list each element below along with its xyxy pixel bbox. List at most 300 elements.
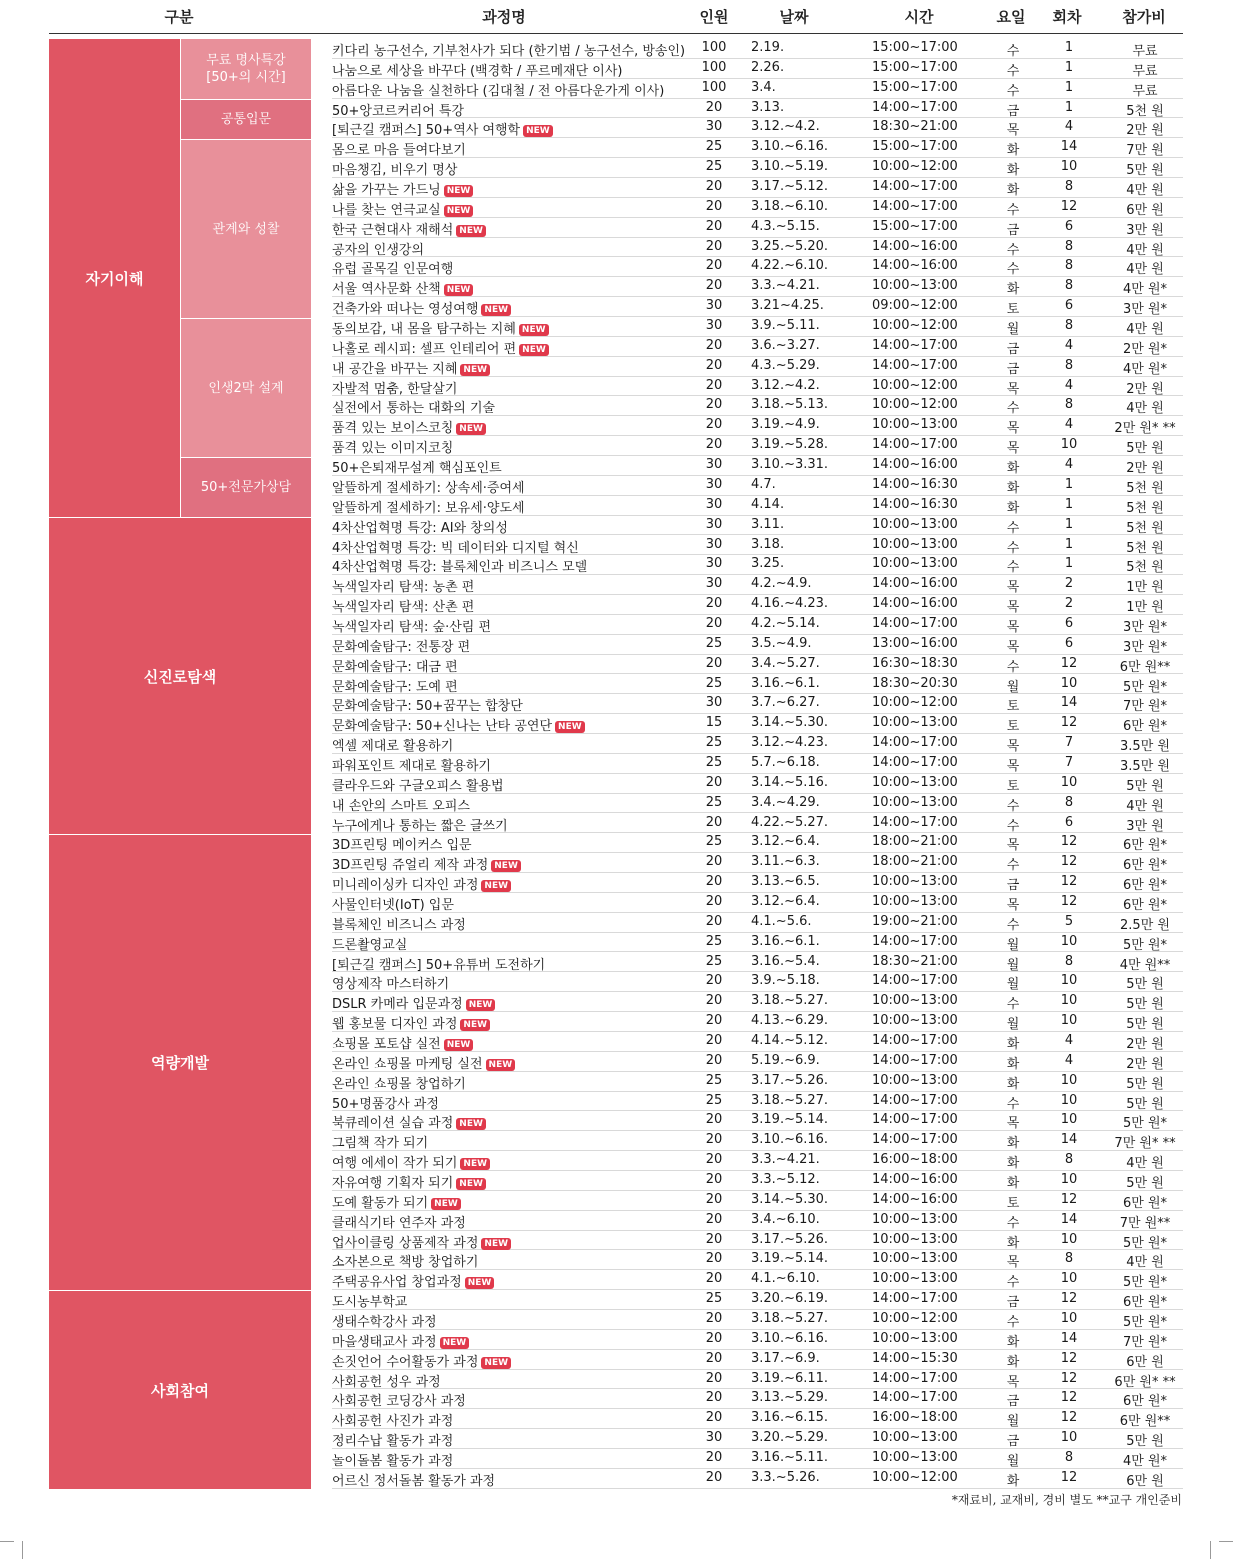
course-name xyxy=(332,636,470,655)
course-name xyxy=(332,1291,407,1310)
day-cell xyxy=(997,397,1029,416)
capacity-cell xyxy=(692,775,736,790)
fee-cell xyxy=(1102,199,1188,218)
time-cell xyxy=(872,1251,958,1266)
course-name xyxy=(332,1271,494,1290)
fee-cell-text: 2만 원* ** xyxy=(1114,421,1176,437)
fee-cell-text: 5천 원 xyxy=(1126,560,1164,576)
capacity-cell xyxy=(692,1410,736,1425)
course-name-text: 쇼핑몰 포토샵 실전 xyxy=(332,1037,441,1052)
course-name-text: 소자본으로 책방 창업하기 xyxy=(332,1255,479,1271)
fee-cell-text: 5만 원 xyxy=(1126,778,1164,794)
fee-cell-text: 4만 원 xyxy=(1126,401,1164,417)
time-cell-text: 14:00~16:00 xyxy=(872,596,958,612)
sessions-cell-text: 12 xyxy=(1060,834,1078,850)
new-badge: NEW xyxy=(444,1039,474,1051)
course-name xyxy=(332,1351,511,1370)
sessions-cell-text: 10 xyxy=(1060,159,1078,175)
course-name xyxy=(332,397,495,416)
time-cell-text: 16:00~18:00 xyxy=(872,1410,958,1426)
fee-cell xyxy=(1102,179,1188,198)
capacity-cell-text: 20 xyxy=(705,278,723,294)
day-cell-text: 목 xyxy=(1006,739,1020,755)
fee-cell xyxy=(1102,358,1188,377)
table-row xyxy=(332,655,1183,675)
sessions-cell xyxy=(1050,239,1088,254)
time-cell xyxy=(872,1331,958,1346)
day-cell xyxy=(997,834,1029,853)
course-name-text: 도시농부학교 xyxy=(332,1295,408,1311)
day-cell-text: 수 xyxy=(1006,1315,1020,1331)
sessions-cell xyxy=(1050,1371,1088,1386)
capacity-cell-text: 20 xyxy=(705,973,723,989)
course-name xyxy=(332,656,458,675)
date-cell-text: 3.13.~5.29. xyxy=(751,1390,829,1406)
day-cell-text: 목 xyxy=(1006,897,1020,913)
date-cell xyxy=(751,1073,828,1088)
sessions-cell-text: 12 xyxy=(1060,854,1078,870)
fee-cell xyxy=(1102,914,1188,933)
date-cell xyxy=(751,378,820,393)
fee-cell xyxy=(1102,1331,1188,1350)
course-name-text: 온라인 쇼핑몰 마케팅 실전 xyxy=(332,1056,483,1072)
day-cell xyxy=(997,954,1029,973)
fee-cell-text: 4만 원 xyxy=(1126,183,1164,199)
time-cell-text: 10:00~13:00 xyxy=(872,1231,958,1247)
capacity-cell-text: 20 xyxy=(705,1152,723,1168)
course-name-text: 영상제작 마스터하기 xyxy=(332,977,450,993)
time-cell-text: 15:00~17:00 xyxy=(872,139,958,155)
time-cell-text: 10:00~13:00 xyxy=(872,874,958,890)
capacity-cell xyxy=(692,1390,736,1405)
new-badge: NEW xyxy=(481,880,511,892)
course-name xyxy=(332,1251,478,1270)
capacity-cell xyxy=(692,1073,736,1088)
date-cell-text: 3.17.~5.26. xyxy=(751,1231,829,1247)
table-row xyxy=(332,1012,1183,1032)
date-cell-text: 3.13. xyxy=(751,99,785,115)
day-cell-text: 월 xyxy=(1006,957,1020,973)
sessions-cell-text: 10 xyxy=(1060,675,1078,691)
category-label: 신진로탐색 xyxy=(143,667,217,686)
date-cell xyxy=(751,100,784,115)
course-name xyxy=(332,973,449,992)
course-name-text: 삶을 가꾸는 가드닝 xyxy=(332,183,441,199)
capacity-cell xyxy=(692,60,736,75)
time-cell xyxy=(872,60,958,75)
sessions-cell xyxy=(1050,219,1088,234)
course-name xyxy=(332,894,454,913)
time-cell-text: 18:30~21:00 xyxy=(872,953,958,969)
course-name xyxy=(332,100,464,119)
day-cell xyxy=(997,417,1029,436)
course-name xyxy=(332,417,486,436)
day-cell xyxy=(997,1271,1029,1290)
subcategory-label: 관계와 성찰 xyxy=(212,221,280,237)
day-cell xyxy=(997,616,1029,635)
sessions-cell-text: 4 xyxy=(1064,337,1074,353)
course-name xyxy=(332,457,502,476)
capacity-cell-text: 20 xyxy=(705,1112,723,1128)
time-cell xyxy=(872,1291,958,1306)
sessions-cell xyxy=(1050,1450,1088,1465)
course-name-text: 50+은퇴재무설계 핵심포인트 xyxy=(332,461,502,477)
table-row xyxy=(332,39,1183,59)
sessions-cell-text: 10 xyxy=(1060,973,1078,989)
day-cell-text: 수 xyxy=(1006,242,1020,258)
date-cell xyxy=(751,993,828,1008)
time-cell xyxy=(872,715,958,730)
sessions-cell xyxy=(1050,537,1088,552)
date-cell-text: 4.22.~6.10. xyxy=(751,258,829,274)
course-name xyxy=(332,517,508,536)
fee-cell xyxy=(1102,755,1188,774)
course-name xyxy=(332,695,523,714)
day-cell xyxy=(997,1152,1029,1171)
capacity-cell xyxy=(692,874,736,889)
sessions-cell xyxy=(1050,616,1088,631)
date-cell xyxy=(751,1033,828,1048)
time-cell-text: 14:00~16:00 xyxy=(872,1172,958,1188)
table-row xyxy=(332,337,1183,357)
time-cell-text: 16:30~18:30 xyxy=(872,655,958,671)
table-row xyxy=(332,1231,1183,1251)
capacity-cell xyxy=(692,1351,736,1366)
sessions-cell xyxy=(1050,139,1088,154)
time-cell xyxy=(872,973,958,988)
capacity-cell-text: 25 xyxy=(705,735,723,751)
date-cell-text: 3.12.~4.2. xyxy=(751,119,820,135)
sessions-cell xyxy=(1050,179,1088,194)
sessions-cell-text: 6 xyxy=(1064,635,1074,651)
sessions-cell-text: 8 xyxy=(1064,397,1074,413)
table-row xyxy=(332,59,1183,79)
capacity-cell-text: 20 xyxy=(705,814,723,830)
capacity-cell xyxy=(692,616,736,631)
sessions-cell xyxy=(1050,457,1088,472)
fee-cell-text: 7만 원* xyxy=(1122,699,1168,715)
course-name xyxy=(332,40,685,59)
fee-cell-text: 6만 원* xyxy=(1122,858,1168,874)
subcategory-label: 공통입문 xyxy=(220,112,272,127)
table-row xyxy=(332,1072,1183,1092)
date-cell xyxy=(751,517,784,532)
date-cell xyxy=(751,278,820,293)
sessions-cell xyxy=(1050,755,1088,770)
subcategory-label: 인생2막 설계 xyxy=(208,380,284,396)
sessions-cell xyxy=(1050,199,1088,214)
date-cell-text: 3.10.~6.16. xyxy=(751,1330,829,1346)
sessions-cell-text: 10 xyxy=(1060,1112,1078,1128)
time-cell-text: 10:00~12:00 xyxy=(872,318,958,334)
time-cell-text: 15:00~17:00 xyxy=(872,218,958,234)
fee-cell xyxy=(1102,954,1188,973)
date-cell-text: 3.19.~6.11. xyxy=(751,1370,829,1386)
date-cell-text: 3.9.~5.18. xyxy=(751,973,820,989)
category-label: 사회참여 xyxy=(151,1381,209,1400)
day-cell xyxy=(997,795,1029,814)
capacity-cell-text: 20 xyxy=(705,1132,723,1148)
day-cell-text: 화 xyxy=(1006,461,1020,477)
time-cell-text: 10:00~13:00 xyxy=(872,1430,958,1446)
date-cell xyxy=(751,258,828,273)
date-cell-text: 3.10.~3.31. xyxy=(751,457,829,473)
sessions-cell xyxy=(1050,477,1088,492)
course-name-text: 미니레이싱카 디자인 과정 xyxy=(332,878,479,894)
fee-cell xyxy=(1102,1450,1188,1469)
time-cell xyxy=(872,1371,958,1386)
fee-cell xyxy=(1102,159,1188,178)
course-name-text: 파워포인트 제대로 활용하기 xyxy=(332,758,491,774)
day-cell xyxy=(997,1291,1029,1310)
date-cell xyxy=(751,775,828,790)
fee-cell xyxy=(1102,397,1188,416)
course-name-text: 마을생태교사 과정 xyxy=(332,1334,437,1350)
table-row xyxy=(332,575,1183,595)
date-cell-text: 3.9.~5.11. xyxy=(751,318,820,334)
fee-cell xyxy=(1102,1271,1188,1290)
day-cell xyxy=(997,1351,1029,1370)
table-row xyxy=(332,814,1183,834)
capacity-cell-text: 20 xyxy=(705,1251,723,1267)
course-name xyxy=(332,1053,515,1072)
course-name-text: 자유여행 기획자 되기 xyxy=(332,1176,454,1192)
capacity-cell-text: 20 xyxy=(705,596,723,612)
time-cell xyxy=(872,1410,958,1425)
fee-cell xyxy=(1102,80,1188,99)
capacity-cell xyxy=(692,1172,736,1187)
course-name xyxy=(332,596,474,615)
course-name-text: 손짓언어 수어활동가 과정 xyxy=(332,1354,479,1370)
fee-cell xyxy=(1102,715,1188,734)
time-cell-text: 14:00~17:00 xyxy=(872,933,958,949)
fee-cell xyxy=(1102,1152,1188,1171)
time-cell xyxy=(872,397,958,412)
time-cell-text: 10:00~13:00 xyxy=(872,1271,958,1287)
day-cell-text: 목 xyxy=(1006,758,1020,774)
fee-cell-text: 무료 xyxy=(1132,44,1158,59)
sessions-cell xyxy=(1050,1033,1088,1048)
sessions-cell-text: 10 xyxy=(1060,1072,1078,1088)
date-cell-text: 3.12.~6.4. xyxy=(751,893,820,909)
sessions-cell xyxy=(1050,338,1088,353)
course-name xyxy=(332,1232,511,1251)
day-cell xyxy=(997,676,1029,695)
time-cell xyxy=(872,1212,958,1227)
capacity-cell-text: 20 xyxy=(705,1450,723,1466)
table-row xyxy=(332,1131,1183,1151)
day-cell xyxy=(997,695,1029,714)
date-cell xyxy=(751,715,828,730)
course-name xyxy=(332,795,470,814)
date-cell xyxy=(751,40,784,55)
fee-cell-text: 5만 원 xyxy=(1126,1076,1164,1092)
course-name xyxy=(332,1112,486,1131)
time-cell-text: 10:00~12:00 xyxy=(872,397,958,413)
time-cell xyxy=(872,258,958,273)
sessions-cell xyxy=(1050,417,1088,432)
capacity-cell-text: 20 xyxy=(705,1311,723,1327)
date-cell-text: 3.19.~5.28. xyxy=(751,437,829,453)
table-row xyxy=(332,238,1183,258)
time-cell-text: 14:00~15:30 xyxy=(872,1350,958,1366)
fee-cell-text: 6만 원* xyxy=(1122,1394,1168,1410)
fee-cell-text: 무료 xyxy=(1132,83,1158,99)
day-cell xyxy=(997,1390,1029,1409)
capacity-cell-text: 25 xyxy=(705,1291,723,1307)
sessions-cell-text: 8 xyxy=(1064,179,1074,195)
fee-cell xyxy=(1102,437,1188,456)
course-name-text: 4차산업혁명 특강: 블록체인과 비즈니스 모델 xyxy=(332,560,588,576)
day-cell xyxy=(997,40,1029,59)
course-name-text: 건축가와 떠나는 영성여행 xyxy=(332,302,479,318)
date-cell xyxy=(751,636,812,651)
sessions-cell xyxy=(1050,1351,1088,1366)
fee-cell xyxy=(1102,656,1188,675)
course-name-text: 알뜰하게 절세하기: 보유세·양도세 xyxy=(332,500,525,516)
new-badge: NEW xyxy=(481,304,511,316)
course-name xyxy=(332,1470,495,1489)
sessions-cell xyxy=(1050,60,1088,75)
course-name-text: 놀이돌봄 활동가 과정 xyxy=(332,1454,454,1470)
day-cell xyxy=(997,894,1029,913)
capacity-cell-text: 20 xyxy=(705,854,723,870)
date-cell-text: 3.16.~5.11. xyxy=(751,1450,829,1466)
date-cell-text: 4.16.~4.23. xyxy=(751,596,829,612)
capacity-cell xyxy=(692,934,736,949)
fee-cell-text: 5천 원 xyxy=(1126,540,1164,556)
sessions-cell-text: 14 xyxy=(1060,1330,1078,1346)
time-cell-text: 10:00~13:00 xyxy=(872,278,958,294)
fee-cell-text: 2만 원 xyxy=(1126,461,1164,477)
course-name-text: 북큐레이션 실습 과정 xyxy=(332,1116,454,1132)
header-sessions: 회차 xyxy=(1052,8,1082,26)
sessions-cell xyxy=(1050,278,1088,293)
day-cell xyxy=(997,1112,1029,1131)
day-cell xyxy=(997,477,1029,496)
day-cell xyxy=(997,159,1029,178)
day-cell-text: 수 xyxy=(1006,798,1020,814)
time-cell-text: 14:00~17:00 xyxy=(872,754,958,770)
category-capability xyxy=(49,835,311,1290)
day-cell-text: 토 xyxy=(1006,699,1020,715)
new-badge: NEW xyxy=(460,1158,490,1170)
table-row xyxy=(332,79,1183,99)
capacity-cell xyxy=(692,338,736,353)
course-name-text: 아름다운 나눔을 실천하다 (김대철 / 전 아름다운가게 이사) xyxy=(332,83,665,99)
subcategory-label: [50+의 시간] xyxy=(206,70,286,85)
day-cell xyxy=(997,1331,1029,1350)
category-self-understanding xyxy=(49,39,180,517)
time-cell xyxy=(872,755,958,770)
course-name-text: 알뜰하게 절세하기: 상속세·증여세 xyxy=(332,480,525,496)
capacity-cell xyxy=(692,239,736,254)
capacity-cell-text: 20 xyxy=(705,258,723,274)
sessions-cell-text: 10 xyxy=(1060,933,1078,949)
day-cell xyxy=(997,1371,1029,1390)
date-cell-text: 3.20.~5.29. xyxy=(751,1430,829,1446)
date-cell xyxy=(751,80,776,95)
fee-cell xyxy=(1102,1470,1188,1489)
fee-cell-text: 5만 원 xyxy=(1126,441,1164,457)
sessions-cell-text: 10 xyxy=(1060,1092,1078,1108)
date-cell xyxy=(751,338,820,353)
sessions-cell xyxy=(1050,1271,1088,1286)
date-cell-text: 3.4.~6.10. xyxy=(751,1211,820,1227)
fee-cell xyxy=(1102,795,1188,814)
sessions-cell-text: 4 xyxy=(1064,1033,1074,1048)
fee-cell-text: 6만 원* xyxy=(1122,1295,1168,1311)
course-name-text: 정리수납 활동가 과정 xyxy=(332,1434,454,1450)
time-cell-text: 10:00~12:00 xyxy=(872,1311,958,1327)
fee-cell-text: 4만 원* xyxy=(1122,1454,1168,1470)
header-fee: 참가비 xyxy=(1122,8,1166,26)
date-cell xyxy=(751,973,820,988)
header-date: 날짜 xyxy=(779,8,809,26)
time-cell xyxy=(872,159,958,174)
day-cell-text: 목 xyxy=(1006,441,1020,457)
date-cell xyxy=(751,1093,828,1108)
fee-cell xyxy=(1102,378,1188,397)
time-cell xyxy=(872,636,958,651)
capacity-cell xyxy=(692,1311,736,1326)
day-cell-text: 목 xyxy=(1006,123,1020,139)
fee-cell xyxy=(1102,1112,1188,1131)
course-name-text: 클라우드와 구글오피스 활용법 xyxy=(332,778,504,794)
date-cell-text: 3.4. xyxy=(751,79,776,95)
new-badge: NEW xyxy=(519,344,549,356)
sessions-cell xyxy=(1050,1013,1088,1028)
capacity-cell xyxy=(692,1093,736,1108)
day-cell xyxy=(997,973,1029,992)
day-cell xyxy=(997,1430,1029,1449)
capacity-cell xyxy=(692,1192,736,1207)
fee-cell-text: 5만 원* xyxy=(1122,1275,1168,1291)
day-cell xyxy=(997,1013,1029,1032)
time-cell xyxy=(872,934,958,949)
fee-cell xyxy=(1102,854,1188,873)
fee-cell xyxy=(1102,775,1188,794)
sessions-cell-text: 8 xyxy=(1064,953,1074,969)
sessions-cell-text: 1 xyxy=(1064,40,1074,55)
capacity-cell-text: 25 xyxy=(705,635,723,651)
capacity-cell-text: 20 xyxy=(705,417,723,433)
sessions-cell xyxy=(1050,894,1088,909)
fee-cell-text: 6만 원 xyxy=(1126,202,1164,218)
fee-cell-text: 3만 원 xyxy=(1126,222,1164,238)
day-cell xyxy=(997,815,1029,834)
fee-cell xyxy=(1102,636,1188,655)
course-name xyxy=(332,378,457,397)
fee-cell-text: 4만 원 xyxy=(1126,262,1164,278)
fee-cell-text: 3만 원* xyxy=(1122,639,1168,655)
course-name-text: 키다리 농구선수, 기부천사가 되다 (한기범 / 농구선수, 방송인) xyxy=(332,44,686,59)
sessions-cell-text: 2 xyxy=(1064,576,1074,592)
sessions-cell xyxy=(1050,1093,1088,1108)
course-name-text: 그림책 작가 되기 xyxy=(332,1136,429,1152)
course-name-text: 품격 있는 이미지코칭 xyxy=(332,441,454,457)
date-cell xyxy=(751,497,784,512)
capacity-cell xyxy=(692,854,736,869)
time-cell xyxy=(872,596,958,611)
fee-cell-text: 1만 원 xyxy=(1126,600,1164,616)
fee-cell xyxy=(1102,219,1188,238)
capacity-cell xyxy=(692,100,736,115)
new-badge: NEW xyxy=(456,423,486,435)
crop-mark xyxy=(22,1541,23,1559)
sessions-cell xyxy=(1050,834,1088,849)
fee-cell xyxy=(1102,537,1188,556)
